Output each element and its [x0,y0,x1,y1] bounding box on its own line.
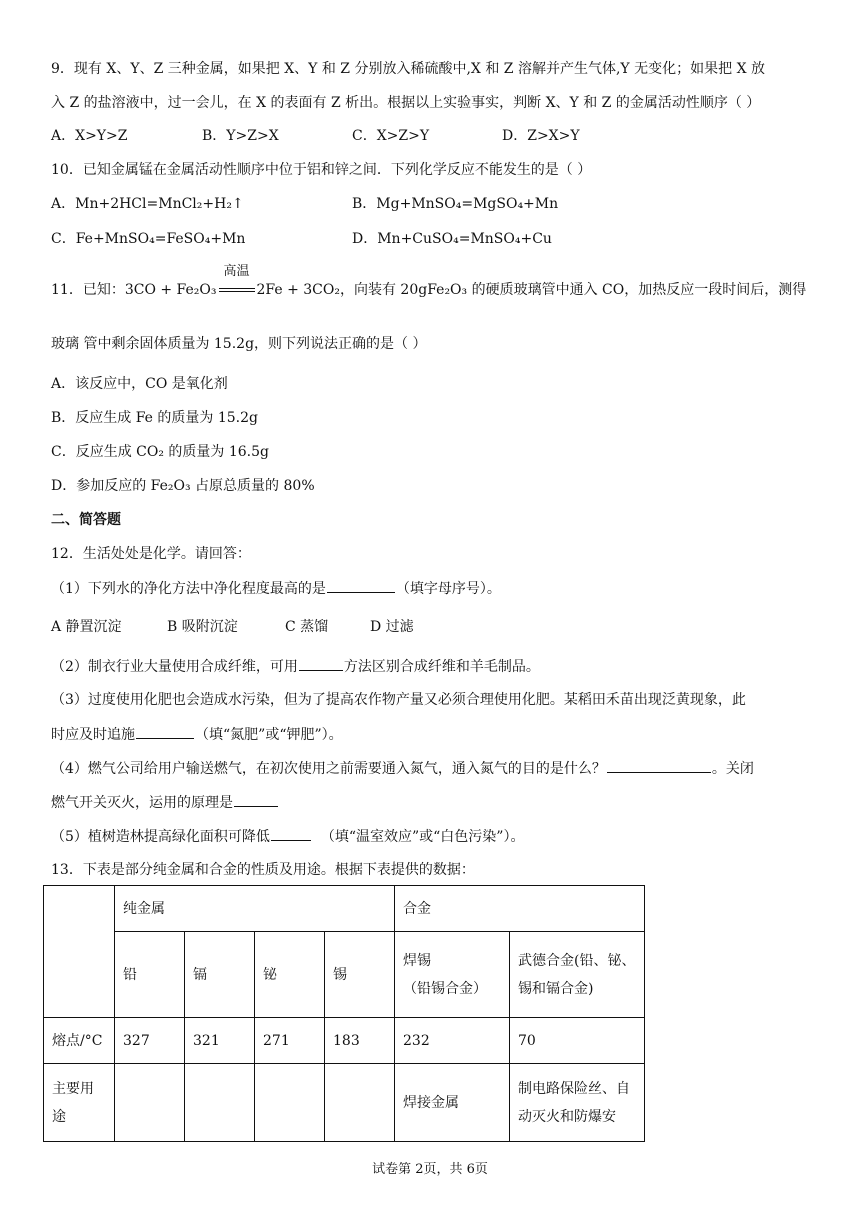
equals-bar-top [219,288,255,289]
q11-stem-line2: 玻璃 管中剩余固体质量为 15.2g，则下列说法正确的是（ ） [51,336,427,352]
table-cell: 70 [510,1018,645,1064]
q9-stem-line2: 入 Z 的盐溶液中，过一会儿，在 X 的表面有 Z 析出。根据以上实验事实，判断 X、Y 和 Z 的金属活动性顺序（ ） [51,95,761,111]
table-cell: 271 [255,1018,325,1064]
q9-stem-line1: 9．现有 X、Y、Z 三种金属，如果把 X、Y 和 Z 分别放入稀硫酸中,X 和 Z 溶解并产生气体,Y 无变化；如果把 X 放 [51,61,765,77]
q12-part4-line2-text: 燃气开关灭火，运用的原理是 [51,795,233,811]
answer-blank[interactable] [607,758,711,773]
q12-stem: 12．生活处处是化学。请回答： [51,546,251,562]
q12-part5-tail: （填“温室效应”或“白色污染”）。 [320,829,525,845]
q11-option-d: D．参加反应的 Fe₂O₃ 占原总质量的 80% [51,478,315,494]
table-row-label-usage [44,1064,115,1142]
q10-option-b: B．Mg+MnSO₄=MgSO₄+Mn [352,196,559,212]
answer-blank[interactable] [271,826,311,841]
metal-properties-table [43,885,645,1142]
table-header-tin: 锡 [325,932,395,1018]
table-cell: 321 [185,1018,255,1064]
table-cell: 327 [115,1018,185,1064]
reaction-condition-label: 高温 [223,264,250,279]
q11-option-a: A．该反应中，CO 是氧化剂 [51,376,228,392]
table-corner-cell [44,886,115,1018]
usage-label-line2: 途 [52,1108,66,1125]
q12-part1-option-d: D 过滤 [370,619,414,635]
wood-alloy-line1: 武德合金(铅、铋、 [518,952,636,969]
solder-note: （铅锡合金） [403,980,487,997]
table-cell [115,1064,185,1142]
table-cell [185,1064,255,1142]
q12-part1 [51,578,501,599]
q12-part5-text: （5）植树造林提高绿化面积可降低 [51,829,270,845]
answer-blank[interactable] [136,724,194,739]
q10-option-d: D．Mn+CuSO₄=MnSO₄+Cu [352,231,552,247]
q12-part2 [51,656,540,677]
q12-part1-option-a: A 静置沉淀 [51,619,122,635]
table-header-solder [395,932,510,1018]
q12-part4-line2 [51,792,279,813]
solder-name: 焊锡 [403,952,431,969]
q11-stem-rest: ，向装有 20gFe₂O₃ 的硬质玻璃管中通入 CO，加热反应一段时间后，测得 [339,282,807,298]
answer-blank[interactable] [234,792,278,807]
q9-option-a: A．X>Y>Z [51,128,128,144]
q11-products: 2Fe + 3CO₂ [256,282,340,298]
q12-part1-text: （1）下列水的净化方法中净化程度最高的是 [51,581,326,597]
q9-option-d: D．Z>X>Y [502,128,580,144]
q9-option-c: C．X>Z>Y [352,128,430,144]
equals-bar-bottom [219,291,255,292]
table-cell: 183 [325,1018,395,1064]
table-cell-usage-wood [510,1064,645,1142]
answer-blank[interactable] [327,578,395,593]
answer-blank[interactable] [299,656,343,671]
q9-option-b: B．Y>Z>X [202,128,279,144]
wood-alloy-line2: 锡和镉合金) [518,980,594,997]
q12-part2-tail: 方法区别合成纤维和羊毛制品。 [343,659,540,675]
q12-part3-tail: （填“氮肥”或“钾肥”）。 [195,727,343,743]
q12-part4-tail: 。关闭 [711,761,754,777]
table-row-label-melting-point: 熔点/°C [44,1018,115,1064]
q12-part5 [51,826,524,847]
q11-option-b: B．反应生成 Fe 的质量为 15.2g [51,410,259,426]
q12-part1-option-b: B 吸附沉淀 [167,619,238,635]
page-footer: 试卷第 2页，共 6页 [372,1162,488,1177]
q12-part3-line1: （3）过度使用化肥也会造成水污染，但为了提高农作物产量又必须合理使用化肥。某稻田禾苗出现泛黄现象，此 [51,692,746,708]
usage-wood-line1: 制电路保险丝、自 [518,1080,630,1097]
table-header-bismuth: 铋 [255,932,325,1018]
table-header-lead: 铅 [115,932,185,1018]
q12-part4-line1 [51,758,754,779]
q13-stem: 13．下表是部分纯金属和合金的性质及用途。根据下表提供的数据： [51,862,475,878]
table-cell: 焊接金属 [395,1064,510,1142]
table-header-cadmium: 镉 [185,932,255,1018]
table-cell [325,1064,395,1142]
q11-option-c: C．反应生成 CO₂ 的质量为 16.5g [51,444,269,460]
table-group-alloy: 合金 [395,886,645,932]
table-group-pure: 纯金属 [115,886,395,932]
usage-label-line1: 主要用 [52,1080,94,1097]
table-cell [255,1064,325,1142]
q11-reactants: 3CO + Fe₂O₃ [124,282,217,298]
table-header-wood-alloy [510,932,645,1018]
q10-option-c: C．Fe+MnSO₄=FeSO₄+Mn [51,231,246,247]
reaction-condition [219,264,255,300]
usage-wood-line2: 动灭火和防爆安 [518,1108,616,1125]
q11-stem-line1 [51,264,807,300]
q11-prefix: 11．已知： [51,282,125,298]
q12-part2-text: （2）制衣行业大量使用合成纤维，可用 [51,659,298,675]
q12-part1-tail: （填字母序号）。 [395,581,501,597]
q10-stem: 10．已知金属锰在金属活动性顺序中位于铝和锌之间．下列化学反应不能发生的是（ ） [51,162,592,178]
q12-part3-line2 [51,724,343,745]
q12-part4-text: （4）燃气公司给用户输送燃气，在初次使用之前需要通入氮气，通入氮气的目的是什么？ [51,761,606,777]
q12-part3-text: 时应及时追施 [51,727,135,743]
q10-option-a: A．Mn+2HCl=MnCl₂+H₂↑ [51,196,244,212]
section-heading: 二、简答题 [51,512,121,528]
table-cell: 232 [395,1018,510,1064]
q12-part1-option-c: C 蒸馏 [285,619,329,635]
